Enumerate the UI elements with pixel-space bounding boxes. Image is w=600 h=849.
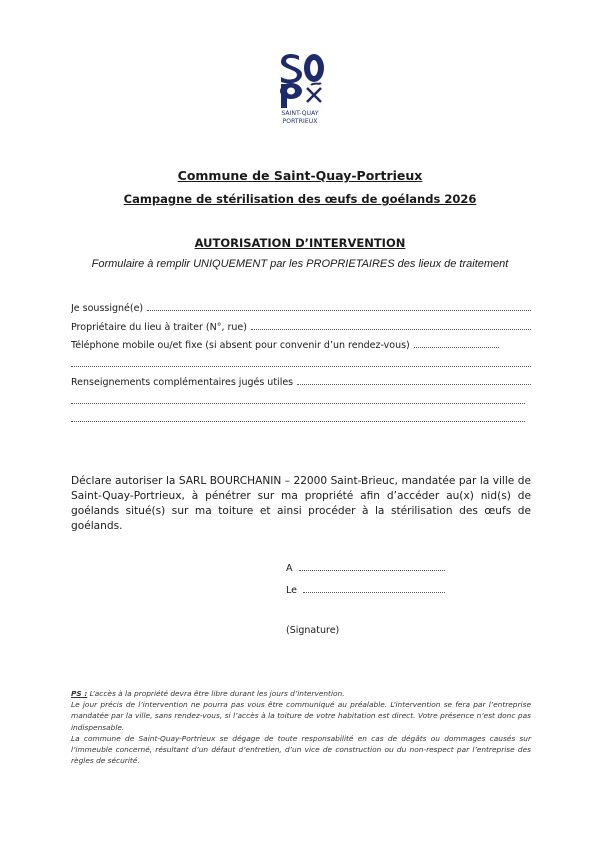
field-label: Propriétaire du lieu à traiter (N°, rue) — [71, 321, 247, 333]
field-label: Téléphone mobile ou/et fixe (si absent pour convenir d’un rendez-vous) — [71, 340, 410, 351]
place-fill-line[interactable] — [299, 562, 445, 571]
ps-line-1 — [71, 688, 531, 699]
field-phone-continued[interactable] — [71, 358, 531, 377]
date-label: Le — [286, 585, 297, 596]
postscript — [71, 688, 531, 766]
field-label: Je soussigné(e) — [71, 303, 144, 314]
sqpx-logo-icon — [277, 52, 327, 110]
field-additional-info-line-3[interactable] — [71, 413, 531, 432]
fill-line[interactable] — [297, 376, 531, 385]
date-fill-line[interactable] — [303, 584, 445, 593]
field-additional-info-line-2[interactable] — [71, 395, 531, 414]
declaration-text: Déclare autoriser la SARL BOURCHANIN – 22000 Saint-Brieuc, mandatée par la ville de Saint-Quay-Portrieux, à pénétrer sur ma propriété afin d’accéder au(x) nid(s) de goélands situé(s) sur ma toiture et ainsi procéder à la stérilisation des œufs de goélands. — [71, 475, 531, 532]
form-fields — [71, 302, 531, 432]
field-phone[interactable] — [71, 339, 531, 358]
fill-line[interactable] — [251, 321, 531, 330]
fill-line[interactable] — [147, 302, 531, 311]
fill-line[interactable] — [414, 339, 499, 348]
logo-text — [275, 110, 325, 126]
campaign-title: Campagne de stérilisation des œufs de goélands 2026 — [123, 192, 477, 206]
logo-line-1: SAINT-QUAY — [281, 110, 319, 117]
form-subtitle: Formulaire à remplir UNIQUEMENT par les PROPRIETAIRES des lieux de traitement — [91, 258, 509, 270]
ps-paragraph-3: La commune de Saint-Quay-Portrieux se dégage de toute responsabilité en cas de dégâts ou dommages causés sur l’immeuble concerné, résultant d’un défaut d’entretien, d’un vice de construction ou du non-respect par l’entreprise des règles de sécurité. — [71, 733, 531, 766]
field-name[interactable] — [71, 302, 531, 321]
signature-place-row[interactable] — [286, 562, 445, 574]
fill-line[interactable] — [71, 358, 531, 367]
fill-line[interactable] — [71, 413, 525, 422]
signature-date-row[interactable] — [286, 584, 445, 596]
form-title: AUTORISATION D’INTERVENTION — [194, 236, 406, 250]
field-additional-info[interactable] — [71, 376, 531, 395]
ps-text-1: L’accès à la propriété devra être libre durant les jours d’intervention. — [89, 689, 345, 698]
ps-label: PS : — [71, 689, 88, 698]
fill-line[interactable] — [71, 395, 525, 404]
logo-line-2: PORTRIEUX — [282, 118, 318, 125]
place-label: A — [286, 563, 293, 574]
signature-label: (Signature) — [286, 625, 340, 636]
field-address[interactable] — [71, 321, 531, 340]
commune-title: Commune de Saint-Quay-Portrieux — [177, 168, 423, 183]
field-label: Renseignements complémentaires jugés utiles — [71, 377, 294, 388]
ps-paragraph-2: Le jour précis de l’intervention ne pourra pas vous être communiqué au préalable. L’intervention se fera par l’entreprise mandatée par la ville, sans rendez-vous, si l’accès à la toiture de votre habitation est direct. Votre présence n’est donc pas indispensable. — [71, 700, 531, 732]
